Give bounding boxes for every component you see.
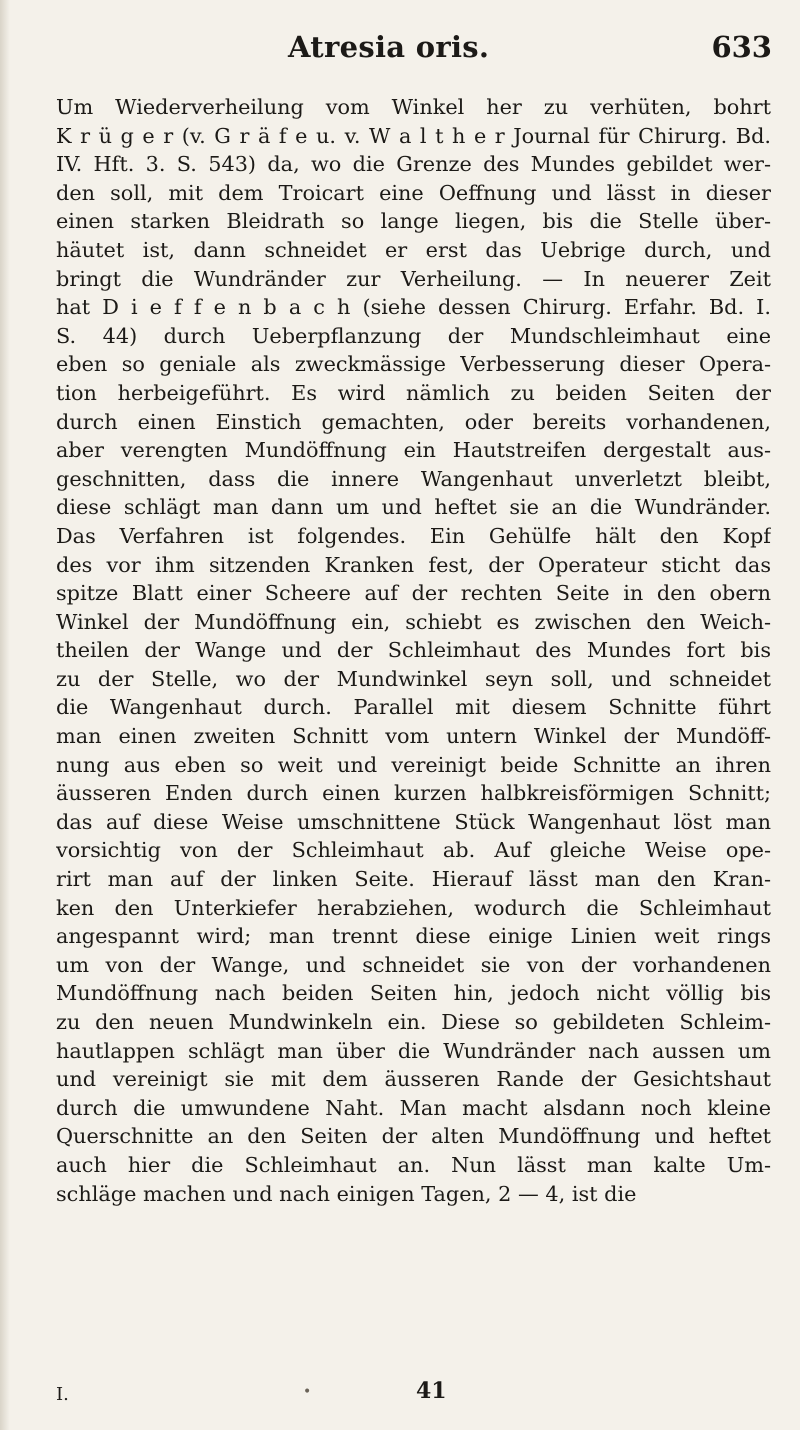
text-line: ken den Unterkiefer herabziehen, wodurch die Schleimhaut [56,895,771,920]
text-line: vorsichtig von der Schleimhaut ab. Auf gleiche Weise ope- [56,838,771,863]
text-line: das auf diese Weise umschnittene Stück Wangenhaut löst man [56,809,771,834]
text-line: man einen zweiten Schnitt vom untern Winkel der Mundöff- [56,724,771,749]
ornament-mark: • [303,1384,312,1400]
page-footer [0,1378,800,1414]
text-line: um von der Wange, und schneidet sie von der vorhandenen [56,952,771,977]
text-line: Mundöffnung nach beiden Seiten hin, jedoch nicht völlig bis [56,981,771,1006]
text-line: zu der Stelle, wo der Mundwinkel seyn soll, und schneidet [56,666,771,691]
text-line: äusseren Enden durch einen kurzen halbkreisförmigen Schnitt; [56,781,771,806]
sheet-number: 41 [416,1378,447,1404]
text-line: häutet ist, dann schneidet er erst das Uebrige durch, und [56,237,771,262]
text-line: diese schlägt man dann um und heftet sie an die Wundränder. [56,495,771,520]
text-line: des vor ihm sitzenden Kranken fest, der Operateur sticht das [56,552,771,577]
text-line: K r ü g e r (v. G r ä f e u. v. W a l t h e r Journal für Chirurg. Bd. [56,123,771,148]
text-line: und vereinigt sie mit dem äusseren Rande der Gesichtshaut [56,1067,771,1092]
text-line: die Wangenhaut durch. Parallel mit diesem Schnitte führt [56,695,771,720]
text-line: Um Wiederverheilung vom Winkel her zu verhüten, bohrt [56,95,771,119]
text-line: zu den neuen Mundwinkeln ein. Diese so gebildeten Schleim- [56,1010,771,1034]
text-line: auch hier die Schleimhaut an. Nun lässt man kalte Um- [56,1152,771,1177]
body-text [56,93,771,1208]
running-title: Atresia oris. [288,30,490,64]
text-line: Das Verfahren ist folgendes. Ein Gehülfe hält den Kopf [56,523,771,548]
signature-mark: I. [56,1384,69,1405]
text-line: tion herbeigeführt. Es wird nämlich zu beiden Seiten der [56,380,771,405]
text-line: einen starken Bleidrath so lange liegen, bis die Stelle über- [56,209,771,234]
text-line: hautlappen schlägt man über die Wundränder nach aussen um [56,1038,771,1063]
page-binding-edge [0,0,10,1430]
text-line: schläge machen und nach einigen Tagen, 2 — 4, ist die [56,1181,637,1206]
text-line: durch einen Einstich gemachten, oder bereits vorhandenen, [56,409,771,434]
text-line: Querschnitte an den Seiten der alten Mundöffnung und heftet [56,1124,771,1149]
text-line: eben so geniale als zweckmässige Verbesserung dieser Opera- [56,352,771,377]
text-line: S. 44) durch Ueberpflanzung der Mundschleimhaut eine [56,323,771,348]
text-line: theilen der Wange und der Schleimhaut des Mundes fort bis [56,638,771,663]
text-line: aber verengten Mundöffnung ein Hautstreifen dergestalt aus- [56,438,771,463]
text-line: spitze Blatt einer Scheere auf der rechten Seite in den obern [56,581,771,606]
text-line: bringt die Wundränder zur Verheilung. — In neuerer Zeit [56,266,771,291]
text-line: nung aus eben so weit und vereinigt beide Schnitte an ihren [56,752,771,777]
text-line: angespannt wird; man trennt diese einige Linien weit rings [56,924,771,949]
text-line: IV. Hft. 3. S. 543) da, wo die Grenze des Mundes gebildet wer- [56,152,771,177]
text-line: geschnitten, dass die innere Wangenhaut unverletzt bleibt, [56,466,771,491]
text-line: hat D i e f f e n b a c h (siehe dessen Chirurg. Erfahr. Bd. I. [56,295,771,320]
page-header [0,28,800,72]
text-line: Winkel der Mundöffnung ein, schiebt es zwischen den Weich- [56,609,771,634]
text-line: den soll, mit dem Troicart eine Oeffnung und lässt in dieser [56,180,771,205]
text-line: durch die umwundene Naht. Man macht alsdann noch kleine [56,1095,771,1120]
text-line: rirt man auf der linken Seite. Hierauf lässt man den Kran- [56,867,771,892]
page-number: 633 [711,30,772,64]
